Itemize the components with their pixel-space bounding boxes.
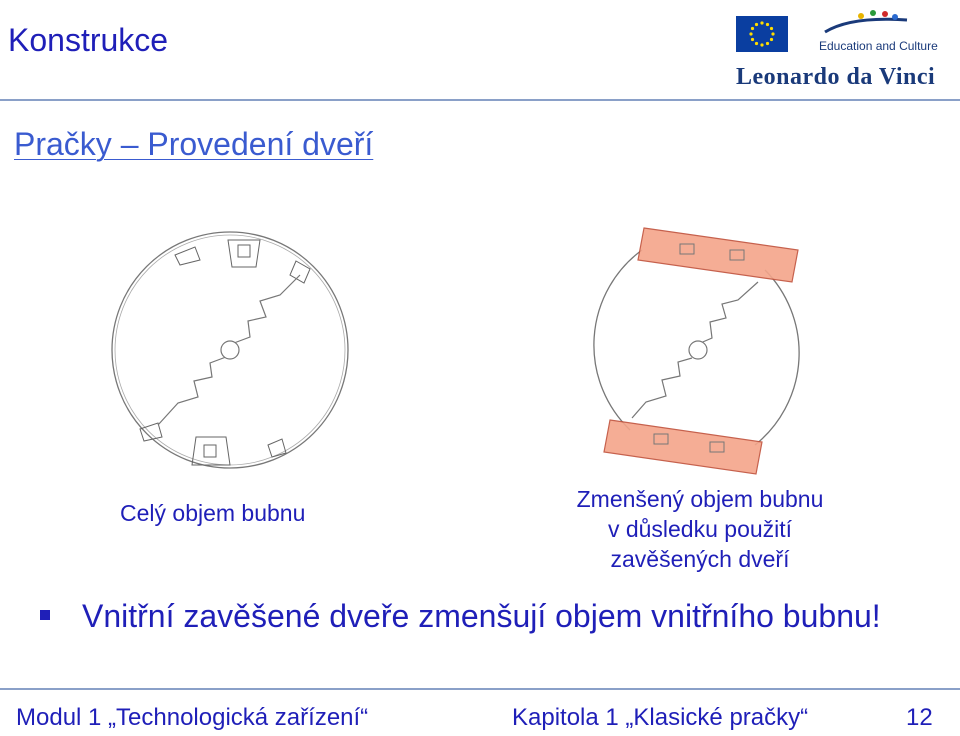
drum-reduced-volume-drawing — [570, 220, 830, 480]
caption-reduced-line-1: Zmenšený objem bubnu — [576, 486, 824, 512]
upper-door-highlight — [638, 228, 798, 282]
caption-full-volume: Celý objem bubnu — [120, 500, 306, 526]
slide-title: Pračky – Provedení dveří — [14, 126, 374, 162]
eu-flag-icon — [736, 16, 788, 52]
header-divider — [0, 99, 960, 101]
education-swoosh-icon — [821, 8, 911, 38]
page-number: 12 — [906, 704, 933, 731]
footer-chapter: Kapitola 1 „Klasické pračky“ — [512, 704, 809, 731]
lower-door-highlight — [604, 420, 762, 474]
caption-reduced-volume — [540, 484, 860, 574]
footer-module: Modul 1 „Technologická zařízení“ — [16, 704, 369, 731]
footer-divider — [0, 688, 960, 690]
education-culture-label: Education and Culture — [819, 39, 938, 53]
leonardo-logo-text: Leonardo da Vinci — [736, 64, 936, 90]
logo-area — [726, 6, 956, 96]
caption-reduced-line-3: zavěšených dveří — [610, 546, 790, 572]
drum-full-volume-drawing — [100, 225, 360, 475]
square-bullet-icon — [40, 610, 50, 620]
bullet-text: Vnitřní zavěšené dveře zmenšují objem vnitřního bubnu! — [82, 598, 881, 634]
caption-reduced-line-2: v důsledku použití — [607, 516, 793, 542]
section-title: Konstrukce — [8, 22, 169, 58]
